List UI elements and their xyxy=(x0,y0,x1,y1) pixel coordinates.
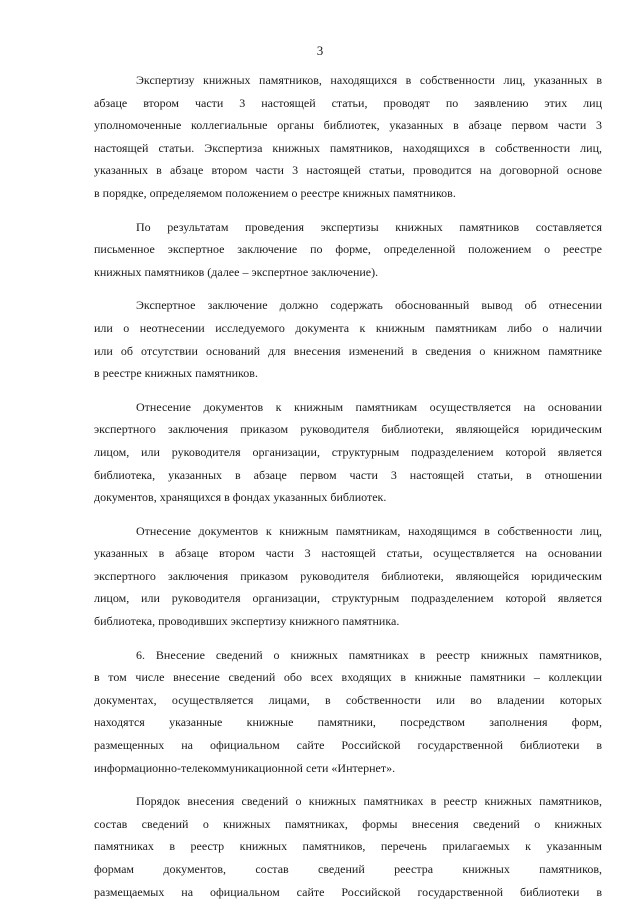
paragraph-gap xyxy=(94,385,602,396)
paragraph-gap xyxy=(94,205,602,216)
paragraph-gap xyxy=(94,633,602,644)
paragraph-gap xyxy=(94,283,602,294)
text-line: памятниках в реестр книжных памятников, перечень прилагаемых к указанным xyxy=(94,839,602,854)
text-line: Отнесение документов к книжным памятникам, находящимся в собственности лиц, xyxy=(136,523,602,538)
text-line: размещаемых на официальном сайте Российской государственной библиотеки в xyxy=(94,884,602,899)
text-line: или о неотнесении исследуемого документа к книжным памятникам либо о наличии xyxy=(94,320,602,335)
text-line: письменное экспертное заключение по форме, определенной положением о реестре xyxy=(94,242,602,257)
text-line: формам документов, состав сведений реестра книжных памятников, xyxy=(94,862,602,876)
text-line: абзаце втором части 3 настоящей статьи, проводят по заявлению этих лиц xyxy=(94,95,602,110)
text-line: лицом, или руководителя организации, структурным подразделением которой является xyxy=(94,444,602,459)
text-line: библиотека, указанных в абзаце первом части 3 настоящей статьи, в отношении xyxy=(94,467,602,482)
paragraph xyxy=(94,396,602,509)
text-line: указанных в абзаце втором части 3 настоящей статьи, проводится на договорной основе xyxy=(94,163,602,178)
text-line: лицом, или руководителя организации, структурным подразделением которой является xyxy=(94,591,602,606)
text-line: экспертного заключения приказом руководителя библиотеки, являющейся юридическим xyxy=(94,568,602,583)
paragraph-gap xyxy=(94,509,602,520)
text-line: Отнесение документов к книжным памятникам осуществляется на основании xyxy=(136,399,602,414)
document-body xyxy=(94,69,602,903)
text-line: книжных памятников (далее – экспертное заключение). xyxy=(94,264,379,279)
text-line: документах, осуществляется лицами, в собственности или во владении которых xyxy=(94,692,602,707)
paragraph xyxy=(94,520,602,633)
text-line: 6. Внесение сведений о книжных памятниках в реестр книжных памятников, xyxy=(136,647,602,662)
text-line: размещенных на официальном сайте Российской государственной библиотеки в xyxy=(94,738,602,753)
text-line: уполномоченные коллегиальные органы библиотек, указанных в абзаце первом части 3 xyxy=(94,118,602,133)
paragraph-gap xyxy=(94,779,602,790)
page-number: 3 xyxy=(316,43,324,58)
text-line: в реестре книжных памятников. xyxy=(94,366,258,381)
text-line: Экспертизу книжных памятников, находящихся в собственности лиц, указанных в xyxy=(136,73,602,87)
paragraph xyxy=(94,644,602,780)
text-line: в том числе внесение сведений обо всех входящих в книжные памятники – коллекции xyxy=(94,670,602,685)
text-line: указанных в абзаце втором части 3 настоящей статьи, осуществляется на основании xyxy=(94,546,602,561)
text-line: состав сведений о книжных памятниках, формы внесения сведений о книжных xyxy=(94,816,602,831)
paragraph xyxy=(94,790,602,903)
text-line: документов, хранящихся в фондах указанных библиотек. xyxy=(94,490,387,505)
text-line: находятся указанные книжные памятники, посредством заполнения форм, xyxy=(94,715,602,730)
text-line: в порядке, определяемом положением о реестре книжных памятников. xyxy=(94,185,456,200)
paragraph xyxy=(94,216,602,284)
text-line: экспертного заключения приказом руководителя библиотеки, являющейся юридическим xyxy=(94,422,602,437)
text-line: Экспертное заключение должно содержать обоснованный вывод об отнесении xyxy=(136,298,602,313)
text-line: библиотека, проводивших экспертизу книжного памятника. xyxy=(94,614,400,629)
text-line: информационно-телекоммуникационной сети «Интернет». xyxy=(94,760,396,775)
text-line: По результатам проведения экспертизы книжных памятников составляется xyxy=(136,219,602,234)
text-line: или об отсутствии оснований для внесения изменений в сведения о книжном памятнике xyxy=(94,343,602,358)
paragraph xyxy=(94,294,602,384)
text-line: настоящей статьи. Экспертиза книжных памятников, находящихся в собственности лиц, xyxy=(94,140,602,155)
text-line: Порядок внесения сведений о книжных памятниках в реестр книжных памятников, xyxy=(136,794,602,809)
paragraph xyxy=(94,69,602,205)
